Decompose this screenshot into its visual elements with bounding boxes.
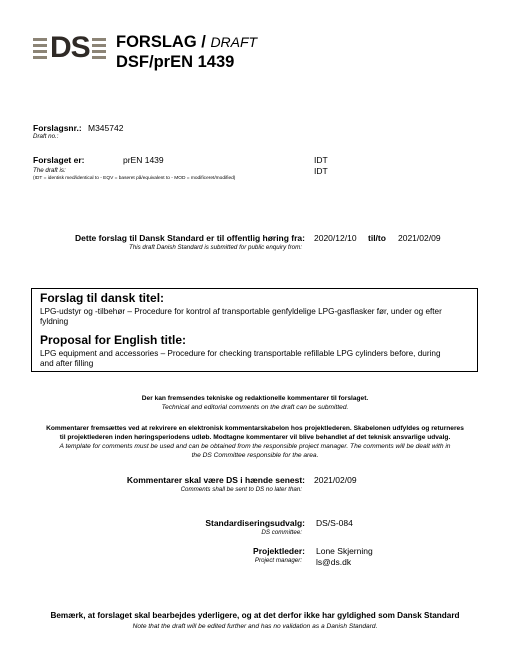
- comments-instructions-1: Kommentarer fremsættes ved at rekvirere en elektronisk kommentarskabelon hos projektlederen. Skabelonen udfyldes og returneres: [46, 425, 464, 432]
- footer-notice-en: Note that the draft will be edited further and has no validation as a Danish Standard.: [132, 623, 378, 630]
- hearing-to-label: til/to: [368, 233, 386, 243]
- comments-instructions-en-1: A template for comments must be used and can be obtained from the responsible project manager. The comments will be dealt with in: [59, 443, 451, 450]
- comments-instructions-2: til projektlederen inden høringsperiodens udløb. Modtagne kommentarer vil blive behandlet af det teknisk ansvarlige udvalg.: [59, 434, 451, 441]
- proposal-is-code-2: IDT: [314, 166, 328, 176]
- hearing-sublabel: This draft Danish Standard is submitted for public enquiry from:: [129, 244, 302, 251]
- english-title-heading: Proposal for English title:: [40, 333, 187, 347]
- proposal-no-sublabel: Draft no.:: [33, 133, 59, 140]
- document-title: [116, 33, 257, 52]
- proposal-is-value: prEN 1439: [123, 155, 164, 165]
- english-title-line-2: and after filling: [40, 359, 94, 368]
- committee-label: Standardiseringsudvalg:: [205, 518, 305, 528]
- hearing-to-date: 2021/02/09: [398, 233, 441, 243]
- danish-title-heading: Forslag til dansk titel:: [40, 291, 165, 305]
- proposal-is-label: Forslaget er:: [33, 155, 85, 165]
- deadline-date: 2021/02/09: [314, 475, 357, 485]
- project-manager-email[interactable]: ls@ds.dk: [316, 557, 352, 567]
- equivalence-legend: (IDT = identisk med/identical to - EQV = baseret på/equivalent to - MOD = modificeret/modified): [33, 176, 236, 181]
- document-reference: DSF/prEN 1439: [116, 53, 235, 71]
- logo-text: DS: [50, 31, 90, 64]
- danish-title-line-1: LPG-udstyr og -tilbehør – Procedure for kontrol af transportable genfyldelige LPG-gasflasker før, under og efter: [40, 307, 442, 316]
- proposal-no-label: Forslagsnr.:: [33, 123, 82, 133]
- project-manager-sublabel: Project manager:: [254, 557, 302, 564]
- hearing-from-date: 2020/12/10: [314, 233, 357, 243]
- danish-title-line-2: fyldning: [40, 317, 69, 326]
- committee-sublabel: DS committee:: [261, 529, 302, 536]
- proposal-no-value: M345742: [88, 123, 124, 133]
- ds-logo: [33, 31, 107, 64]
- hearing-label: Dette forslag til Dansk Standard er til offentlig høring fra:: [75, 233, 305, 243]
- comments-intro-en: Technical and editorial comments on the draft can be submitted.: [161, 404, 349, 411]
- deadline-label: Kommentarer skal være DS i hænde senest:: [126, 475, 305, 485]
- title-main: FORSLAG /: [116, 33, 206, 51]
- proposal-is-code: IDT: [314, 155, 328, 165]
- comments-instructions-en-2: the DS Committee responsible for the area.: [191, 452, 319, 459]
- deadline-sublabel: Comments shall be sent to DS no later than:: [180, 486, 302, 493]
- title-box: [31, 288, 478, 372]
- project-manager-label: Projektleder:: [253, 546, 305, 556]
- footer-notice: Bemærk, at forslaget skal bearbejdes yderligere, og at det derfor ikke har gyldighed som Dansk Standard: [50, 611, 460, 620]
- committee-value: DS/S-084: [316, 518, 353, 528]
- english-title-line-1: LPG equipment and accessories – Procedure for checking transportable refillable LPG cylinders before, during: [40, 349, 441, 358]
- project-manager-name: Lone Skjerning: [316, 546, 373, 556]
- proposal-is-sublabel: The draft is:: [33, 167, 66, 174]
- comments-intro: Der kan fremsendes tekniske og redaktionelle kommentarer til forslaget.: [141, 395, 369, 402]
- title-draft: DRAFT: [210, 34, 258, 50]
